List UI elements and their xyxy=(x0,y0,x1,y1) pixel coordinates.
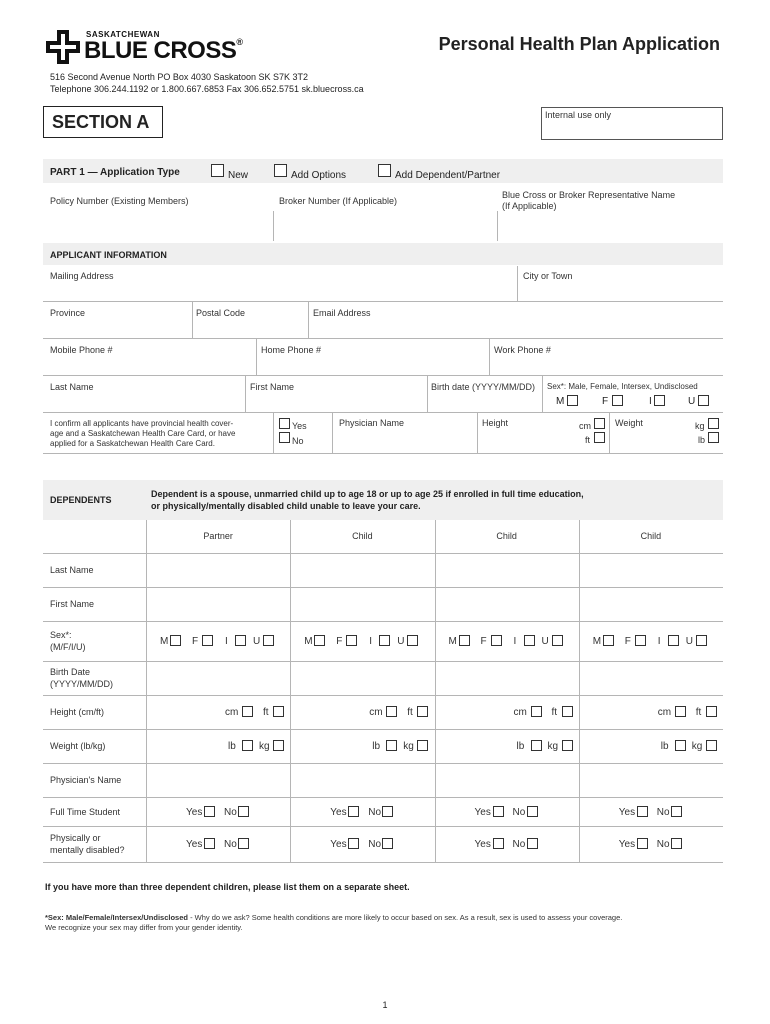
dependent-input-field[interactable] xyxy=(292,663,432,693)
divider xyxy=(43,661,723,662)
divider xyxy=(435,520,436,862)
applicant-header: APPLICANT INFORMATION xyxy=(50,250,167,260)
divider xyxy=(43,375,723,376)
sex-option-label: F xyxy=(480,636,487,647)
divider xyxy=(542,376,543,412)
dependent-input-field[interactable] xyxy=(148,765,288,795)
sex-m-checkbox[interactable] xyxy=(603,635,614,646)
ft-checkbox[interactable] xyxy=(273,706,284,717)
no-checkbox[interactable] xyxy=(238,806,249,817)
sex-m-checkbox[interactable] xyxy=(314,635,325,646)
sex-option-label: M xyxy=(304,636,313,647)
sex-f-label: F xyxy=(602,396,609,407)
confirm-no-label: No xyxy=(292,436,304,446)
sex-option-label: I xyxy=(513,636,517,647)
lb-checkbox[interactable] xyxy=(242,740,253,751)
sex-note-2: We recognize your sex may differ from your gender identity. xyxy=(45,923,243,932)
kg-checkbox[interactable] xyxy=(273,740,284,751)
divider xyxy=(43,826,723,827)
row-label-student: Full Time Student xyxy=(50,806,121,817)
weight-label: Weight xyxy=(615,418,643,428)
lb-checkbox[interactable] xyxy=(675,740,686,751)
no-label: No xyxy=(656,839,670,850)
divider xyxy=(332,413,333,453)
cm-label: cm xyxy=(513,707,527,718)
yes-checkbox[interactable] xyxy=(493,838,504,849)
divider xyxy=(290,520,291,862)
page-title: Personal Health Plan Application xyxy=(438,34,720,54)
sex-option-label: I xyxy=(657,636,661,647)
sex-option-label: F xyxy=(192,636,199,647)
sex-note xyxy=(45,913,622,922)
new-label: New xyxy=(228,170,249,181)
kg-checkbox[interactable] xyxy=(706,740,717,751)
ft-label: ft xyxy=(551,707,558,718)
row-label-birth-date: Birth Date xyxy=(50,667,91,677)
add-options-label: Add Options xyxy=(291,170,347,181)
sex-m-checkbox[interactable] xyxy=(459,635,470,646)
row-label-sex-hint: (M/F/I/U) xyxy=(50,642,86,652)
email-label: Email Address xyxy=(313,308,371,318)
sex-option-label: F xyxy=(336,636,343,647)
no-checkbox[interactable] xyxy=(382,838,393,849)
weight-lb-checkbox[interactable] xyxy=(708,432,719,443)
divider xyxy=(273,413,274,453)
yes-checkbox[interactable] xyxy=(493,806,504,817)
dependents-note-1: Dependent is a spouse, unmarried child up to age 18 or up to age 25 if enrolled in full time education, xyxy=(151,489,584,499)
no-label: No xyxy=(224,806,237,818)
sex-f-checkbox[interactable] xyxy=(612,395,623,406)
dependent-input-field[interactable] xyxy=(148,589,288,619)
dependent-input-field[interactable] xyxy=(292,555,432,585)
sex-option-label: U xyxy=(541,636,549,647)
divider xyxy=(192,302,193,338)
no-label: No xyxy=(368,806,382,818)
sex-u-label: U xyxy=(688,396,696,407)
confirm-yes-checkbox[interactable] xyxy=(279,418,290,429)
divider xyxy=(43,301,723,302)
column-header: Partner xyxy=(203,531,233,541)
divider xyxy=(477,413,478,453)
height-cm-label: cm xyxy=(579,421,591,431)
kg-label: kg xyxy=(403,741,414,752)
address-line-1: 516 Second Avenue North PO Box 4030 Saskatoon SK S7K 3T2 xyxy=(50,72,309,82)
cm-checkbox[interactable] xyxy=(242,706,253,717)
new-checkbox[interactable] xyxy=(211,164,224,177)
sex-f-checkbox[interactable] xyxy=(346,635,357,646)
ft-checkbox[interactable] xyxy=(562,706,573,717)
sex-f-checkbox[interactable] xyxy=(202,635,213,646)
sex-f-checkbox[interactable] xyxy=(635,635,646,646)
home-phone-label: Home Phone # xyxy=(261,345,322,355)
divider xyxy=(43,695,723,696)
row-label-weight: Weight (lb/kg) xyxy=(50,741,106,751)
sex-m-checkbox[interactable] xyxy=(567,395,578,406)
dependent-input-field[interactable] xyxy=(581,765,721,795)
birth-date-label: Birth date (YYYY/MM/DD) xyxy=(431,382,536,392)
cm-checkbox[interactable] xyxy=(386,706,397,717)
sex-option-label: U xyxy=(253,636,261,647)
divider xyxy=(273,211,274,241)
sex-option-label: U xyxy=(397,636,405,647)
sex-u-checkbox[interactable] xyxy=(407,635,418,646)
dependent-input-field[interactable] xyxy=(148,555,288,585)
weight-kg-label: kg xyxy=(695,421,705,431)
weight-kg-checkbox[interactable] xyxy=(708,418,719,429)
broker-number-label: Broker Number (If Applicable) xyxy=(279,196,398,206)
ft-label: ft xyxy=(695,707,702,718)
divider xyxy=(43,763,723,764)
city-label: City or Town xyxy=(523,271,573,281)
yes-checkbox[interactable] xyxy=(348,806,359,817)
no-checkbox[interactable] xyxy=(238,838,249,849)
sex-option-label: M xyxy=(592,636,602,647)
kg-label: kg xyxy=(691,741,703,752)
ft-checkbox[interactable] xyxy=(417,706,428,717)
logo xyxy=(46,30,266,66)
cm-checkbox[interactable] xyxy=(531,706,542,717)
dependent-input-field[interactable] xyxy=(581,555,721,585)
no-checkbox[interactable] xyxy=(671,838,682,849)
divider xyxy=(245,376,246,412)
sex-i-checkbox[interactable] xyxy=(524,635,535,646)
divider xyxy=(43,862,723,863)
sex-i-checkbox[interactable] xyxy=(668,635,679,646)
sex-i-checkbox[interactable] xyxy=(654,395,665,406)
dependent-input-field[interactable] xyxy=(437,589,577,619)
divider xyxy=(256,339,257,375)
height-ft-label: ft xyxy=(585,435,591,445)
no-label: No xyxy=(512,839,526,850)
yes-label: Yes xyxy=(186,806,203,818)
part1-label: PART 1 — Application Type xyxy=(50,167,180,178)
kg-label: kg xyxy=(547,741,559,752)
page-number: 1 xyxy=(382,1000,388,1010)
dependents-table xyxy=(43,520,723,862)
dependents-note-2: or physically/mentally disabled child unable to leave your care. xyxy=(151,501,421,511)
kg-checkbox[interactable] xyxy=(417,740,428,751)
divider xyxy=(43,412,723,413)
ft-label: ft xyxy=(263,707,269,718)
dependent-input-field[interactable] xyxy=(148,663,288,693)
no-checkbox[interactable] xyxy=(671,806,682,817)
rep-name-label-1: Blue Cross or Broker Representative Name xyxy=(502,190,676,200)
no-label: No xyxy=(224,839,237,850)
yes-checkbox[interactable] xyxy=(204,838,215,849)
row-label-disabled: Physically or xyxy=(50,833,101,843)
no-checkbox[interactable] xyxy=(382,806,393,817)
rep-name-field[interactable] xyxy=(498,185,723,241)
yes-checkbox[interactable] xyxy=(204,806,215,817)
divider xyxy=(43,338,723,339)
section-title: SECTION A xyxy=(52,112,150,132)
brand-reg: ® xyxy=(236,37,243,47)
sex-f-checkbox[interactable] xyxy=(491,635,502,646)
cm-checkbox[interactable] xyxy=(675,706,686,717)
height-ft-checkbox[interactable] xyxy=(594,432,605,443)
brand-top: SASKATCHEWAN xyxy=(86,30,160,39)
address-line-2: Telephone 306.244.1192 or 1.800.667.6853 Fax 306.652.5751 sk.bluecross.ca xyxy=(50,84,364,94)
divider xyxy=(43,587,723,588)
yes-label: Yes xyxy=(618,806,636,818)
dependent-input-field[interactable] xyxy=(292,589,432,619)
sex-u-checkbox[interactable] xyxy=(696,635,707,646)
lb-checkbox[interactable] xyxy=(386,740,397,751)
lb-label: lb xyxy=(516,741,525,752)
divider xyxy=(43,553,723,554)
add-dependent-checkbox[interactable] xyxy=(378,164,391,177)
ft-checkbox[interactable] xyxy=(706,706,717,717)
divider xyxy=(308,302,309,338)
rep-name-label-2: (If Applicable) xyxy=(502,201,557,211)
yes-label: Yes xyxy=(330,806,347,818)
column-header: Child xyxy=(640,531,662,541)
lb-label: lb xyxy=(228,741,236,752)
confirm-line-1: I confirm all applicants have provincial health cover- xyxy=(50,419,234,428)
cm-label: cm xyxy=(657,707,672,718)
sex-i-label: I xyxy=(649,396,652,407)
confirm-line-2: age and a Saskatchewan Health Care Card, or have xyxy=(50,429,236,438)
divider xyxy=(427,376,428,412)
divider xyxy=(43,621,723,622)
dependent-input-field[interactable] xyxy=(437,663,577,693)
confirm-line-3: applied for a Saskatchewan Health Care Card. xyxy=(50,439,215,448)
confirm-yes-label: Yes xyxy=(292,421,307,431)
height-label: Height xyxy=(482,418,509,428)
brand-name xyxy=(84,37,243,65)
mobile-phone-label: Mobile Phone # xyxy=(50,345,113,355)
row-label-physician: Physician's Name xyxy=(50,775,122,785)
dependent-input-field[interactable] xyxy=(581,589,721,619)
sex-note-rest: - Why do we ask? Some health conditions are more likely to occur based on sex. As a result, sex is used to assess your coverage. xyxy=(187,913,623,922)
sex-note-bold: *Sex: Male/Female/Intersex/Undisclosed xyxy=(45,913,188,922)
sex-option-label: M xyxy=(160,636,169,647)
divider xyxy=(609,413,610,453)
kg-checkbox[interactable] xyxy=(562,740,573,751)
row-label-sex: Sex*: xyxy=(50,630,72,640)
yes-label: Yes xyxy=(474,839,491,850)
confirm-no-checkbox[interactable] xyxy=(279,432,290,443)
sex-option-label: I xyxy=(225,636,228,647)
sex-option-label: F xyxy=(624,636,631,647)
more-children-note: If you have more than three dependent children, please list them on a separate sheet. xyxy=(45,882,410,892)
postal-code-label: Postal Code xyxy=(196,308,246,318)
brand-name-text: BLUE CROSS xyxy=(84,37,237,64)
divider xyxy=(517,266,518,301)
no-label: No xyxy=(512,806,526,818)
policy-number-label: Policy Number (Existing Members) xyxy=(50,196,189,206)
ft-label: ft xyxy=(407,707,413,718)
row-label-last-name: Last Name xyxy=(50,565,94,575)
cm-label: cm xyxy=(225,707,239,718)
dependent-input-field[interactable] xyxy=(581,663,721,693)
physician-label: Physician Name xyxy=(339,418,405,428)
sex-option-label: I xyxy=(369,636,373,647)
divider xyxy=(43,729,723,730)
internal-use-box[interactable] xyxy=(541,107,723,140)
lb-label: lb xyxy=(660,741,669,752)
weight-lb-label: lb xyxy=(698,435,706,445)
height-cm-checkbox[interactable] xyxy=(594,418,605,429)
row-label-birth-hint: (YYYY/MM/DD) xyxy=(50,679,113,689)
divider xyxy=(43,797,723,798)
dependents-band xyxy=(43,480,723,520)
sex-i-checkbox[interactable] xyxy=(235,635,246,646)
internal-use-label: Internal use only xyxy=(545,110,612,120)
row-label-disabled-hint: mentally disabled? xyxy=(50,845,125,855)
divider xyxy=(489,339,490,375)
sex-u-checkbox[interactable] xyxy=(263,635,274,646)
sex-option-label: U xyxy=(685,636,693,647)
cross-logo-icon xyxy=(46,30,80,64)
divider xyxy=(43,453,723,454)
dependents-header: DEPENDENTS xyxy=(50,495,112,505)
yes-label: Yes xyxy=(474,806,491,818)
lb-label: lb xyxy=(372,741,381,752)
yes-label: Yes xyxy=(618,839,636,850)
sex-i-checkbox[interactable] xyxy=(379,635,390,646)
sex-label: Sex*: Male, Female, Intersex, Undisclosed xyxy=(547,382,698,391)
dependent-input-field[interactable] xyxy=(437,555,577,585)
sex-m-label: M xyxy=(556,396,565,407)
mailing-address-label: Mailing Address xyxy=(50,271,114,281)
broker-number-field[interactable] xyxy=(274,185,497,241)
sex-m-checkbox[interactable] xyxy=(170,635,181,646)
work-phone-label: Work Phone # xyxy=(494,345,551,355)
lb-checkbox[interactable] xyxy=(531,740,542,751)
divider xyxy=(497,211,498,241)
yes-checkbox[interactable] xyxy=(637,838,648,849)
column-header: Child xyxy=(496,531,517,541)
first-name-label: First Name xyxy=(250,382,295,392)
section-box xyxy=(43,106,163,138)
no-label: No xyxy=(368,839,382,850)
province-label: Province xyxy=(50,308,86,318)
last-name-label: Last Name xyxy=(50,382,94,392)
yes-label: Yes xyxy=(330,839,347,850)
no-checkbox[interactable] xyxy=(527,806,538,817)
policy-number-field[interactable] xyxy=(43,185,273,241)
row-label-first-name: First Name xyxy=(50,599,95,609)
add-dependent-label: Add Dependent/Partner xyxy=(395,170,501,181)
yes-label: Yes xyxy=(186,839,203,850)
sex-u-checkbox[interactable] xyxy=(698,395,709,406)
no-label: No xyxy=(656,806,670,818)
kg-label: kg xyxy=(259,741,270,752)
add-options-checkbox[interactable] xyxy=(274,164,287,177)
no-checkbox[interactable] xyxy=(527,838,538,849)
cm-label: cm xyxy=(369,707,383,718)
sex-option-label: M xyxy=(448,636,457,647)
divider xyxy=(579,520,580,862)
yes-checkbox[interactable] xyxy=(637,806,648,817)
sex-u-checkbox[interactable] xyxy=(552,635,563,646)
row-label-height: Height (cm/ft) xyxy=(50,707,105,717)
yes-checkbox[interactable] xyxy=(348,838,359,849)
dependent-input-field[interactable] xyxy=(292,765,432,795)
column-header: Child xyxy=(352,531,373,541)
divider xyxy=(146,520,147,862)
dependent-input-field[interactable] xyxy=(437,765,577,795)
